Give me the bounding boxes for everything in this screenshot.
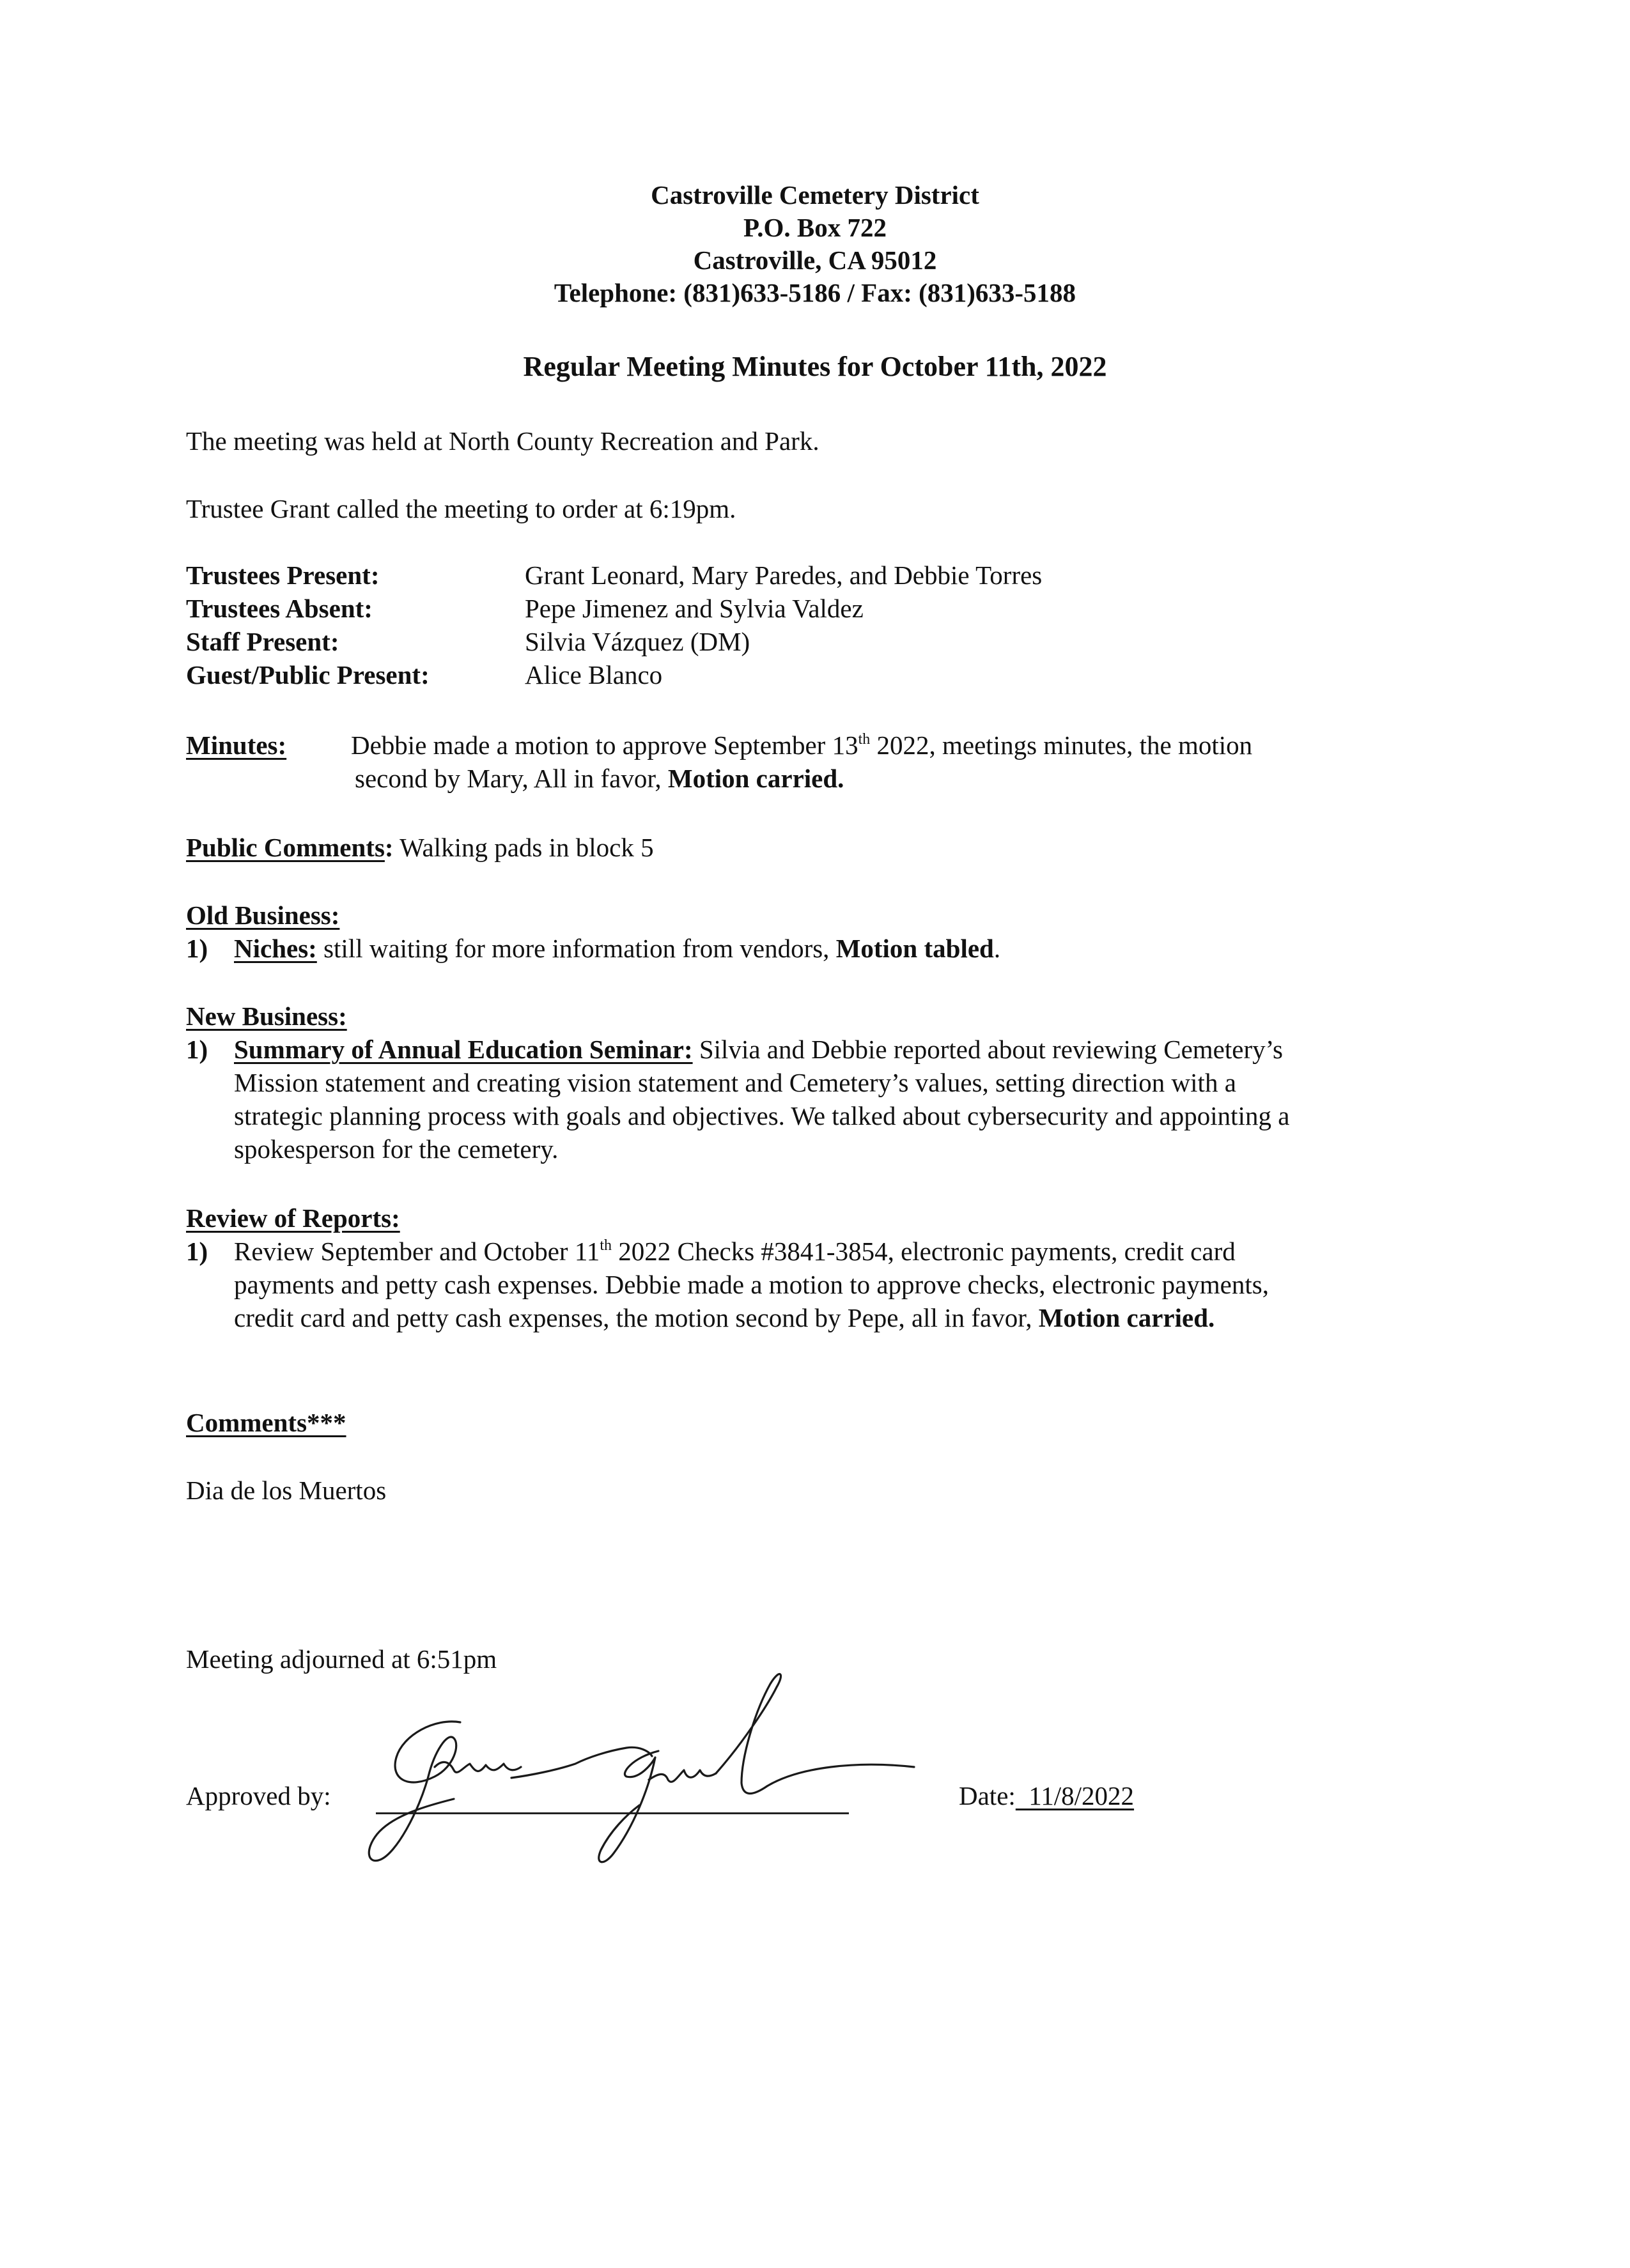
signature-image [358,1662,933,1872]
trustees-absent-label: Trustees Absent: [186,594,373,623]
date-field [959,1779,1134,1812]
review-sup: th [600,1237,612,1254]
trustees-present-value: Grant Leonard, Mary Paredes, and Debbie Torres [525,560,1043,590]
minutes-line-2 [355,762,844,795]
seminar-text-1: Silvia and Debbie reported about reviewing Cemetery’s [692,1035,1283,1064]
minutes-label: Minutes: [186,730,287,760]
trustees-present-label: Trustees Present: [186,560,380,590]
review-text-a: Review September and October 11 [234,1237,600,1266]
review-motion-carried: Motion carried. [1038,1303,1215,1332]
minutes-text-c: second by Mary, All in favor, [355,764,668,793]
review-reports-line-2: payments and petty cash expenses. Debbie made a motion to approve checks, electronic payments, [234,1270,1269,1299]
seminar-text-4: spokesperson for the cemetery. [234,1134,559,1164]
niches-end: . [993,934,1001,963]
minutes-sup: th [858,731,871,748]
old-business-item [186,932,1000,965]
approved-by-label: Approved by: [186,1781,331,1810]
meeting-adjourned: Meeting adjourned at 6:51pm [186,1644,497,1674]
public-comments-colon: : [384,833,394,862]
city-address: Castroville, CA 95012 [693,245,937,275]
review-reports-line-3 [234,1301,1215,1334]
niches-text: still waiting for more information from vendors, [316,934,836,963]
staff-present-label: Staff Present: [186,627,339,656]
call-to-order: Trustee Grant called the meeting to order at 6:19pm. [186,494,736,523]
public-comments-text: Walking pads in block 5 [393,833,654,862]
review-text-b: 2022 Checks #3841-3854, electronic payments, credit card [611,1237,1236,1266]
minutes-motion-carried: Motion carried. [667,764,844,793]
staff-present-value: Silvia Vázquez (DM) [525,627,750,656]
review-reports-line-1 [186,1235,1236,1268]
review-text-c: credit card and petty cash expenses, the motion second by Pepe, all in favor, [234,1303,1039,1332]
po-box: P.O. Box 722 [743,213,887,242]
comments-text: Dia de los Muertos [186,1476,387,1505]
seminar-label: Summary of Annual Education Seminar: [234,1035,693,1064]
niches-label: Niches: [234,934,317,963]
guest-present-value: Alice Blanco [525,660,663,690]
motion-tabled: Motion tabled [835,934,994,963]
public-comments-label: Public Comments [186,833,385,862]
guest-present-label: Guest/Public Present: [186,660,430,690]
review-reports-num: 1) [186,1237,208,1266]
org-name: Castroville Cemetery District [651,180,979,210]
seminar-text-2: Mission statement and creating vision statement and Cemetery’s values, setting direction with a [234,1068,1236,1097]
meeting-location: The meeting was held at North County Recreation and Park. [186,426,819,456]
new-business-line-1 [186,1033,1283,1066]
page-title: Regular Meeting Minutes for October 11th, 2022 [523,351,1107,382]
minutes-text-b: 2022, meetings minutes, the motion [870,730,1253,760]
public-comments [186,831,654,864]
trustees-absent-value: Pepe Jimenez and Sylvia Valdez [525,594,864,623]
seminar-text-3: strategic planning process with goals and objectives. We talked about cybersecurity and appointing a [234,1101,1290,1130]
new-business-num: 1) [186,1035,208,1064]
new-business-heading: New Business: [186,1001,347,1031]
comments-heading: Comments*** [186,1408,346,1437]
review-reports-heading: Review of Reports: [186,1203,400,1233]
minutes-line-1 [351,729,1252,762]
minutes-text-a: Debbie made a motion to approve September 13 [351,730,858,760]
old-business-num: 1) [186,934,208,963]
phone-fax: Telephone: (831)633-5186 / Fax: (831)633-5188 [554,278,1076,307]
date-value: 11/8/2022 [1015,1781,1135,1810]
old-business-heading: Old Business: [186,900,340,930]
date-label: Date: [959,1781,1016,1810]
